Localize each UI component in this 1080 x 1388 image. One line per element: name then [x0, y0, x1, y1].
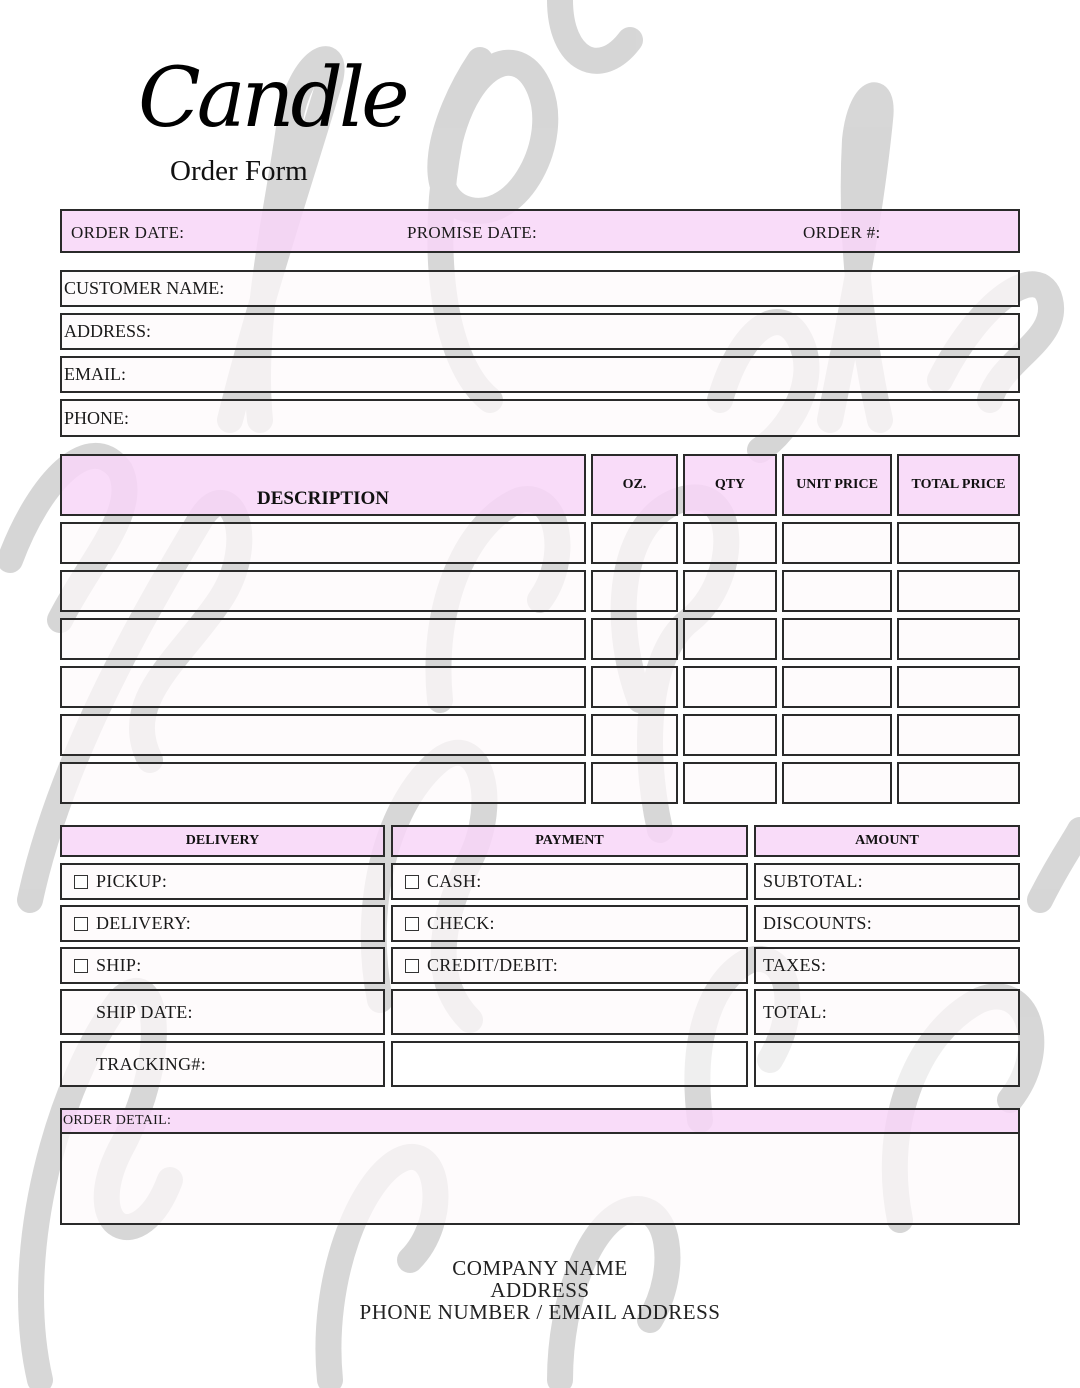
credit-debit-option[interactable] — [391, 947, 748, 984]
oz-header-label: OZ. — [622, 477, 647, 492]
order-detail-header — [60, 1108, 1020, 1134]
oz-cell[interactable] — [591, 570, 678, 612]
address-field[interactable] — [60, 313, 1020, 350]
description-cell[interactable] — [60, 666, 586, 708]
amount-header-label: AMOUNT — [855, 833, 919, 848]
description-cell[interactable] — [60, 570, 586, 612]
description-cell[interactable] — [60, 714, 586, 756]
unit-price-cell[interactable] — [782, 714, 892, 756]
customer-name-field[interactable] — [60, 270, 1020, 307]
unit-price-cell[interactable] — [782, 570, 892, 612]
payment-header — [391, 825, 748, 857]
unit-price-cell[interactable] — [782, 618, 892, 660]
unit-price-cell[interactable] — [782, 666, 892, 708]
cash-label: CASH: — [427, 871, 482, 891]
email-field[interactable] — [60, 356, 1020, 393]
discounts-label: DISCOUNTS: — [763, 913, 873, 933]
total-price-cell[interactable] — [897, 618, 1020, 660]
form-title: Candle — [138, 51, 406, 146]
ship-label: SHIP: — [96, 955, 142, 975]
order-detail-textarea[interactable] — [60, 1132, 1020, 1225]
credit-debit-checkbox[interactable] — [405, 959, 419, 973]
payment-blank-field-2[interactable] — [391, 1041, 748, 1087]
unit-price-header — [782, 454, 892, 516]
cash-option[interactable] — [391, 863, 748, 900]
email-label: EMAIL: — [64, 364, 126, 384]
discounts-field[interactable] — [754, 905, 1020, 942]
check-checkbox[interactable] — [405, 917, 419, 931]
description-cell[interactable] — [60, 618, 586, 660]
pickup-checkbox[interactable] — [74, 875, 88, 889]
total-price-cell[interactable] — [897, 522, 1020, 564]
taxes-field[interactable] — [754, 947, 1020, 984]
address-label: ADDRESS: — [64, 321, 152, 341]
subtotal-field[interactable] — [754, 863, 1020, 900]
promise-date-label: PROMISE DATE: — [407, 223, 537, 242]
cash-checkbox[interactable] — [405, 875, 419, 889]
footer-address: ADDRESS — [490, 1278, 590, 1302]
description-cell[interactable] — [60, 762, 586, 804]
qty-cell[interactable] — [683, 714, 777, 756]
qty-cell[interactable] — [683, 618, 777, 660]
oz-cell[interactable] — [591, 714, 678, 756]
customer-name-label: CUSTOMER NAME: — [64, 278, 225, 298]
order-date-label: ORDER DATE: — [71, 223, 185, 242]
oz-cell[interactable] — [591, 618, 678, 660]
qty-cell[interactable] — [683, 666, 777, 708]
phone-field[interactable] — [60, 399, 1020, 437]
description-header — [60, 454, 586, 516]
check-option[interactable] — [391, 905, 748, 942]
unit-price-cell[interactable] — [782, 522, 892, 564]
total-price-header-label: TOTAL PRICE — [911, 477, 1006, 492]
qty-header — [683, 454, 777, 516]
total-field[interactable] — [754, 989, 1020, 1035]
order-info-bar[interactable] — [60, 209, 1020, 253]
ship-date-label: SHIP DATE: — [96, 1001, 193, 1022]
delivery-checkbox[interactable] — [74, 917, 88, 931]
qty-cell[interactable] — [683, 522, 777, 564]
ship-date-field[interactable] — [60, 989, 385, 1035]
qty-cell[interactable] — [683, 762, 777, 804]
total-price-cell[interactable] — [897, 570, 1020, 612]
form-subtitle: Order Form — [170, 155, 308, 187]
ship-checkbox[interactable] — [74, 959, 88, 973]
subtotal-label: SUBTOTAL: — [763, 871, 863, 891]
ship-option[interactable] — [60, 947, 385, 984]
oz-cell[interactable] — [591, 762, 678, 804]
tracking-field[interactable] — [60, 1041, 385, 1087]
pickup-label: PICKUP: — [96, 871, 168, 891]
oz-cell[interactable] — [591, 522, 678, 564]
order-detail-label: ORDER DETAIL: — [63, 1113, 172, 1128]
oz-cell[interactable] — [591, 666, 678, 708]
credit-debit-label: CREDIT/DEBIT: — [427, 955, 558, 975]
unit-price-cell[interactable] — [782, 762, 892, 804]
amount-header — [754, 825, 1020, 857]
delivery-header-label: DELIVERY — [185, 833, 260, 848]
description-header-label: DESCRIPTION — [257, 488, 389, 509]
delivery-option[interactable] — [60, 905, 385, 942]
description-cell[interactable] — [60, 522, 586, 564]
total-price-cell[interactable] — [897, 762, 1020, 804]
qty-header-label: QTY — [714, 477, 746, 492]
payment-blank-field-1[interactable] — [391, 989, 748, 1035]
payment-header-label: PAYMENT — [535, 833, 604, 848]
taxes-label: TAXES: — [763, 955, 827, 975]
delivery-header — [60, 825, 385, 857]
total-label: TOTAL: — [763, 1001, 828, 1022]
pickup-option[interactable] — [60, 863, 385, 900]
delivery-label: DELIVERY: — [96, 913, 192, 933]
footer-contact: PHONE NUMBER / EMAIL ADDRESS — [359, 1300, 721, 1324]
total-price-header — [897, 454, 1020, 516]
total-price-cell[interactable] — [897, 666, 1020, 708]
order-number-label: ORDER #: — [803, 223, 881, 242]
footer-company-name: COMPANY NAME — [452, 1256, 628, 1280]
tracking-label: TRACKING#: — [96, 1053, 206, 1074]
check-label: CHECK: — [427, 913, 495, 933]
total-price-cell[interactable] — [897, 714, 1020, 756]
qty-cell[interactable] — [683, 570, 777, 612]
amount-blank-field[interactable] — [754, 1041, 1020, 1087]
unit-price-header-label: UNIT PRICE — [796, 477, 878, 492]
oz-header — [591, 454, 678, 516]
phone-label: PHONE: — [64, 407, 130, 428]
